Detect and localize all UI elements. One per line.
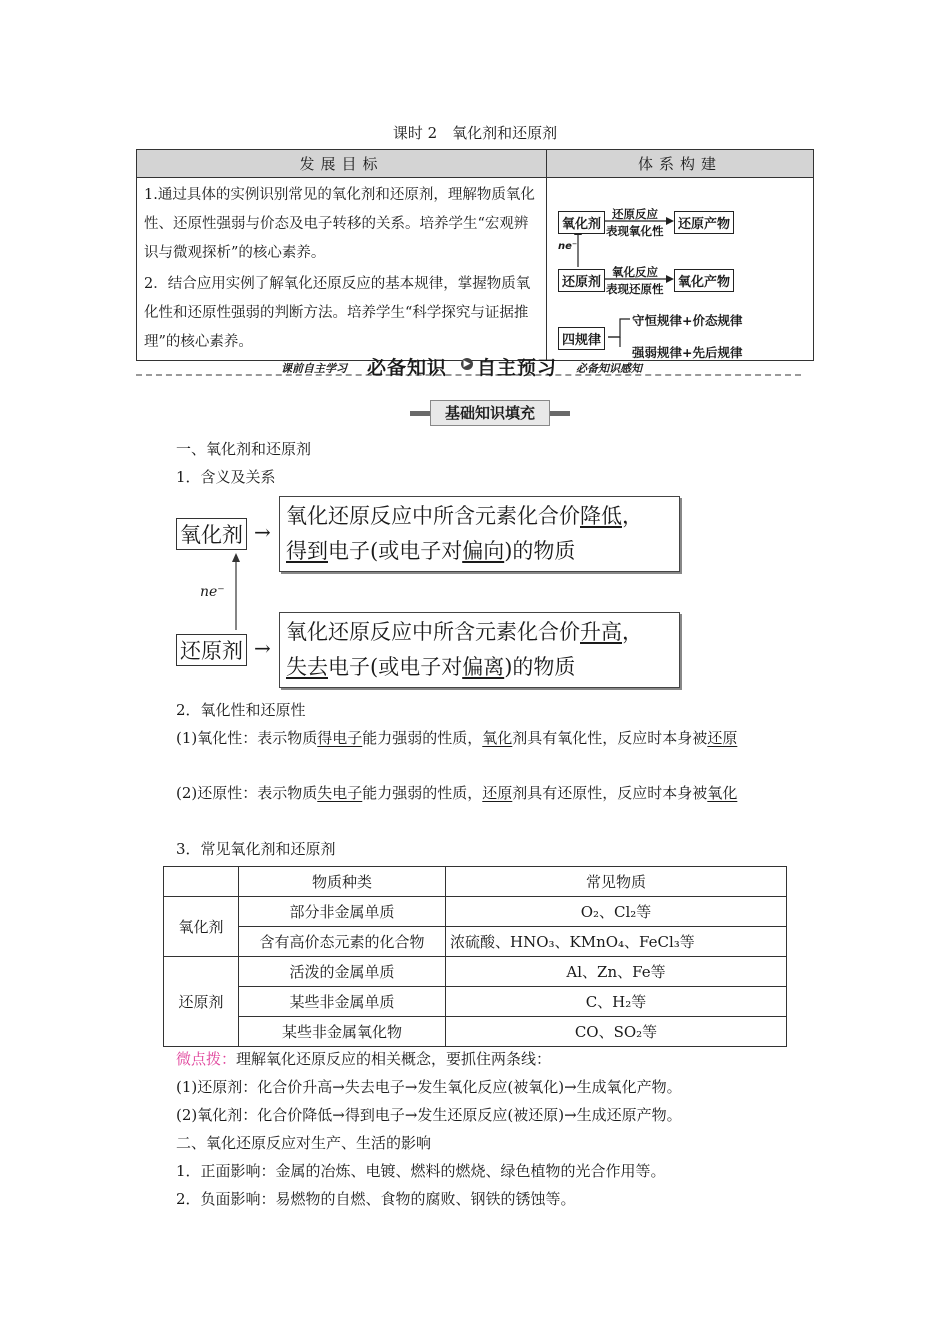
reducing-line xyxy=(176,782,737,803)
blank-answer: 升高 xyxy=(580,620,622,644)
item3-title: 3．常见氧化剂和还原剂 xyxy=(176,840,336,858)
col-examples-header: 常见物质 xyxy=(446,867,787,897)
blank-answer: 还原 xyxy=(482,784,513,802)
def-text: ， xyxy=(622,504,643,528)
def-text: ， xyxy=(622,620,643,644)
oxidant-group: 氧化剂 xyxy=(164,897,239,957)
oxidant-definition xyxy=(279,496,680,572)
blank-answer: 得电子 xyxy=(317,729,363,747)
system-header: 体系构建 xyxy=(547,150,814,178)
corner-cell xyxy=(164,867,239,897)
banner-right: 必备知识感知 xyxy=(576,362,642,375)
reductant-box: 还原剂 xyxy=(176,634,247,666)
blank-answer: 失电子 xyxy=(317,784,363,802)
blank-answer: 降低 xyxy=(580,504,622,528)
goal-2: 2．结合应用实例了解氧化还原反应的基本规律，掌握物质氧化性和还原性强弱的判断方法。培养学生“科学探究与证据推理”的核心素养。 xyxy=(144,276,531,350)
lesson-title: 课时 2 氧化剂和还原剂 xyxy=(392,124,558,142)
sys-reductant-bottom: 表现还原性 xyxy=(606,282,664,296)
kind-cell: 含有高价态元素的化合物 xyxy=(239,927,446,957)
def-text: 电子(或电子对 xyxy=(328,655,463,679)
text: 剂具有氧化性，反应时本身被 xyxy=(512,729,708,747)
examples-cell: O₂、Cl₂等 xyxy=(446,897,787,927)
item1-title: 1．含义及关系 xyxy=(176,468,276,486)
blank-answer: 得到 xyxy=(286,539,328,563)
examples-cell: C、H₂等 xyxy=(446,987,787,1017)
examples-cell: 浓硫酸、HNO₃、KMnO₄、FeCl₃等 xyxy=(446,927,787,957)
oxidizing-line xyxy=(176,727,737,748)
sys-oxidant: 氧化剂 xyxy=(558,211,605,234)
col-kind-header: 物质种类 xyxy=(239,867,446,897)
positive-effects: 1．正面影响：金属的冶炼、电镀、燃料的燃烧、绿色植物的光合作用等。 xyxy=(176,1162,666,1180)
tip-line-1: (1)还原剂：化合价升高→失去电子→发生氧化反应(被氧化)→生成氧化产物。 xyxy=(176,1078,682,1096)
text: 剂具有还原性，反应时本身被 xyxy=(512,784,708,802)
examples-cell: Al、Zn、Fe等 xyxy=(446,957,787,987)
def-text: )的物质 xyxy=(504,655,576,679)
part2-title: 二、氧化还原反应对生产、生活的影响 xyxy=(176,1134,432,1152)
def-text: 氧化还原反应中所含元素化合价 xyxy=(286,620,580,644)
tip-line xyxy=(176,1048,551,1069)
def-text: )的物质 xyxy=(504,539,576,563)
text: (2)还原性：表示物质 xyxy=(176,784,318,802)
reductant-group: 还原剂 xyxy=(164,957,239,1047)
def-text: 电子(或电子对 xyxy=(328,539,463,563)
blank-answer: 氧化 xyxy=(707,784,738,802)
kind-cell: 某些非金属氧化物 xyxy=(239,1017,446,1047)
sys-oxidant-bottom: 表现氧化性 xyxy=(606,224,664,238)
item2-title: 2．氧化性和还原性 xyxy=(176,701,306,719)
part1-title: 一、氧化剂和还原剂 xyxy=(176,440,312,458)
sys-oxid-product: 氧化产物 xyxy=(674,269,734,292)
def-text: 氧化还原反应中所含元素化合价 xyxy=(286,504,580,528)
kind-cell: 某些非金属单质 xyxy=(239,987,446,1017)
text: 能力强弱的性质， xyxy=(362,784,483,802)
sys-oxidant-top: 还原反应 xyxy=(612,207,658,221)
sys-rule-1: 守恒规律+价态规律 xyxy=(632,313,743,328)
goals-cell xyxy=(137,178,547,361)
arrow-right-icon: → xyxy=(254,520,271,544)
reductant-definition xyxy=(279,612,680,688)
sys-rules: 四规律 xyxy=(558,327,605,350)
text: (1)氧化性：表示物质 xyxy=(176,729,318,747)
system-diagram xyxy=(548,179,812,360)
text: 能力强弱的性质， xyxy=(362,729,483,747)
sys-reduct-product: 还原产物 xyxy=(674,211,734,234)
kind-cell: 部分非金属单质 xyxy=(239,897,446,927)
ne-arrow xyxy=(228,552,244,632)
banner-left: 课前自主学习 xyxy=(281,362,347,375)
banner-dash xyxy=(136,374,801,376)
tip-text: 理解氧化还原反应的相关概念，要抓住两条线： xyxy=(236,1050,552,1068)
goals-table xyxy=(136,149,814,361)
negative-effects: 2．负面影响：易燃物的自燃、食物的腐败、钢铁的锈蚀等。 xyxy=(176,1190,576,1208)
examples-cell: CO、SO₂等 xyxy=(446,1017,787,1047)
substances-table xyxy=(163,866,787,1047)
tip-line-2: (2)氧化剂：化合价降低→得到电子→发生还原反应(被还原)→生成还原产物。 xyxy=(176,1106,682,1124)
system-cell xyxy=(547,178,814,361)
goal-1: 1.通过具体的实例识别常见的氧化剂和还原剂，理解物质氧化性、还原性强弱与价态及电子转移的关系。培养学生“宏观辨识与微观探析”的核心素养。 xyxy=(144,187,535,261)
sys-reductant: 还原剂 xyxy=(558,269,605,292)
section-heading xyxy=(410,400,570,426)
sys-ne: ne⁻ xyxy=(558,241,578,252)
blank-answer: 氧化 xyxy=(482,729,513,747)
blank-answer: 失去 xyxy=(286,655,328,679)
kind-cell: 活泼的金属单质 xyxy=(239,957,446,987)
sys-rule-2: 强弱规律+先后规律 xyxy=(632,345,743,360)
sys-reductant-top: 氧化反应 xyxy=(612,265,658,279)
blank-answer: 偏离 xyxy=(462,655,505,679)
goals-header: 发展目标 xyxy=(137,150,547,178)
banner-title-1: 必备知识 xyxy=(367,357,448,379)
heading-label: 基础知识填充 xyxy=(430,400,550,426)
arrow-right-icon: → xyxy=(254,636,271,660)
blank-answer: 还原 xyxy=(707,729,738,747)
tip-label: 微点拨： xyxy=(176,1050,237,1068)
banner-arrow-icon: ▶ xyxy=(461,358,473,370)
oxidant-box: 氧化剂 xyxy=(176,518,247,550)
ne-label: ne⁻ xyxy=(200,584,225,600)
blank-answer: 偏向 xyxy=(462,539,505,563)
banner-title-2: 自主预习 xyxy=(477,357,558,379)
section-banner xyxy=(136,357,801,379)
